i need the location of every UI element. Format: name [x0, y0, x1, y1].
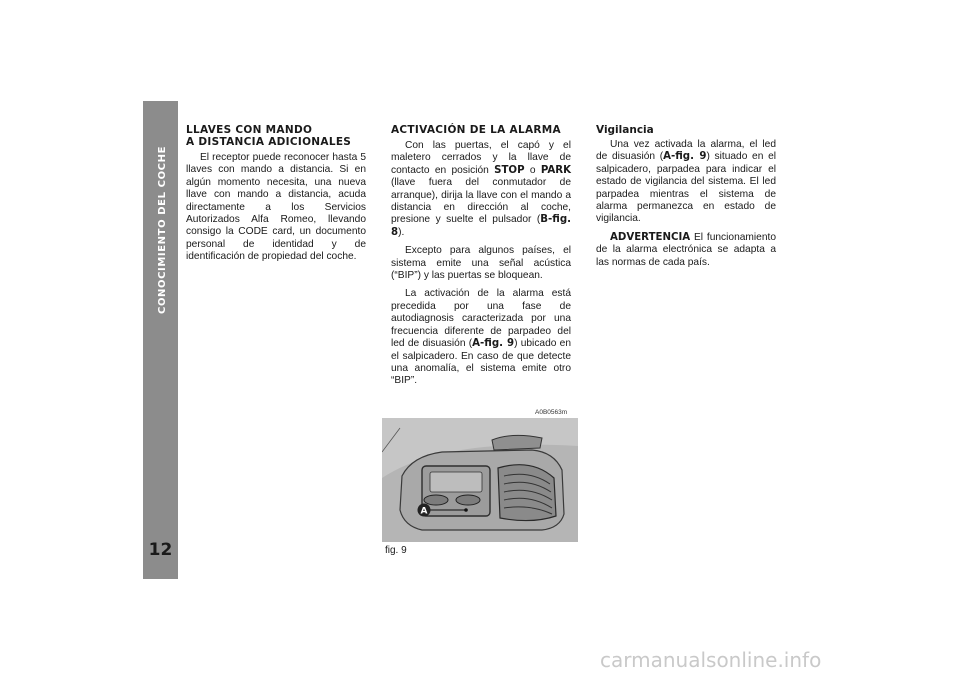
section-title	[143, 101, 178, 321]
heading-vigilancia: Vigilancia	[596, 124, 654, 136]
figure-reference: A-fig. 9	[472, 338, 515, 350]
text-run: Una vez activada la alarma, el led de disuasión (	[596, 139, 776, 163]
text-run: ) ubicado en el salpicadero. En caso de que detecte una anomalía, el sistema emite otro “BIP”.	[391, 338, 571, 387]
dashboard-illustration	[382, 418, 578, 542]
heading-llaves-line1: LLAVES CON MANDO	[186, 124, 313, 136]
heading-llaves	[186, 124, 366, 148]
column-activacion	[391, 124, 571, 394]
paragraph-activacion-1	[391, 140, 571, 239]
figure-reference: A-fig. 9	[663, 151, 707, 163]
warning-label: ADVERTENCIA	[610, 231, 691, 243]
callout-a-label: A	[420, 506, 428, 517]
paragraph-vigilancia	[596, 139, 776, 226]
text-run: El funcionamiento de la alarma electrónica se adapta a las normas de cada país.	[596, 231, 776, 268]
text-run: ).	[398, 226, 405, 238]
paragraph-advertencia	[596, 232, 776, 269]
figure-caption: fig. 9	[385, 545, 407, 556]
text-run: ) situado en el salpicadero, parpadea para indicar el estado de vigilancia del sistema. El led parpadea mientras el sistema de alarma permanezca en estado de vigilancia.	[596, 151, 776, 225]
paragraph-activacion-2: Excepto para algunos países, el sistema emite una señal acústica (“BIP”) y las puertas se bloquean.	[391, 245, 571, 282]
key-position-park: PARK	[540, 164, 571, 176]
section-title-text: CONOCIMIENTO DEL COCHE	[157, 145, 168, 314]
heading-llaves-line2: A DISTANCIA ADICIONALES	[186, 136, 352, 148]
text-run: Con las puertas, el capó y el maletero cerrados y la llave de contacto en posición	[391, 140, 571, 176]
watermark: carmanualsonline.info	[600, 648, 822, 672]
figure-reference: B-fig. 8	[391, 214, 571, 238]
paragraph-llaves: El receptor puede reconocer hasta 5 llaves con mando a distancia. Si en algún momento necesita, una nueva llave con mando a distancia, acuda directamente a los Servicios Autorizados Alfa Romeo, llevando consigo la CODE card, un documento personal de identidad y de identificación de propiedad del coche.	[186, 152, 366, 263]
column-llaves	[186, 124, 366, 270]
text-run: o	[524, 164, 541, 176]
dashboard-drawing	[382, 418, 578, 542]
text-run: La activación de la alarma está precedida por una fase de autodiagnosis caracterizada por una frecuencia diferente de parpadeo del led de disuasión (	[391, 288, 571, 350]
heading-activacion: ACTIVACIÓN DE LA ALARMA	[391, 124, 561, 136]
page-number: 12	[148, 540, 173, 560]
column-vigilancia	[596, 124, 776, 275]
paragraph-activacion-3	[391, 288, 571, 387]
key-position-stop: STOP	[494, 164, 525, 176]
text-run: (llave fuera del conmutador de arranque), dirija la llave con el mando a distancia en dirección al coche, presione y suelte el pulsador (	[391, 177, 571, 226]
figure-code: A0B0563m	[535, 409, 568, 416]
